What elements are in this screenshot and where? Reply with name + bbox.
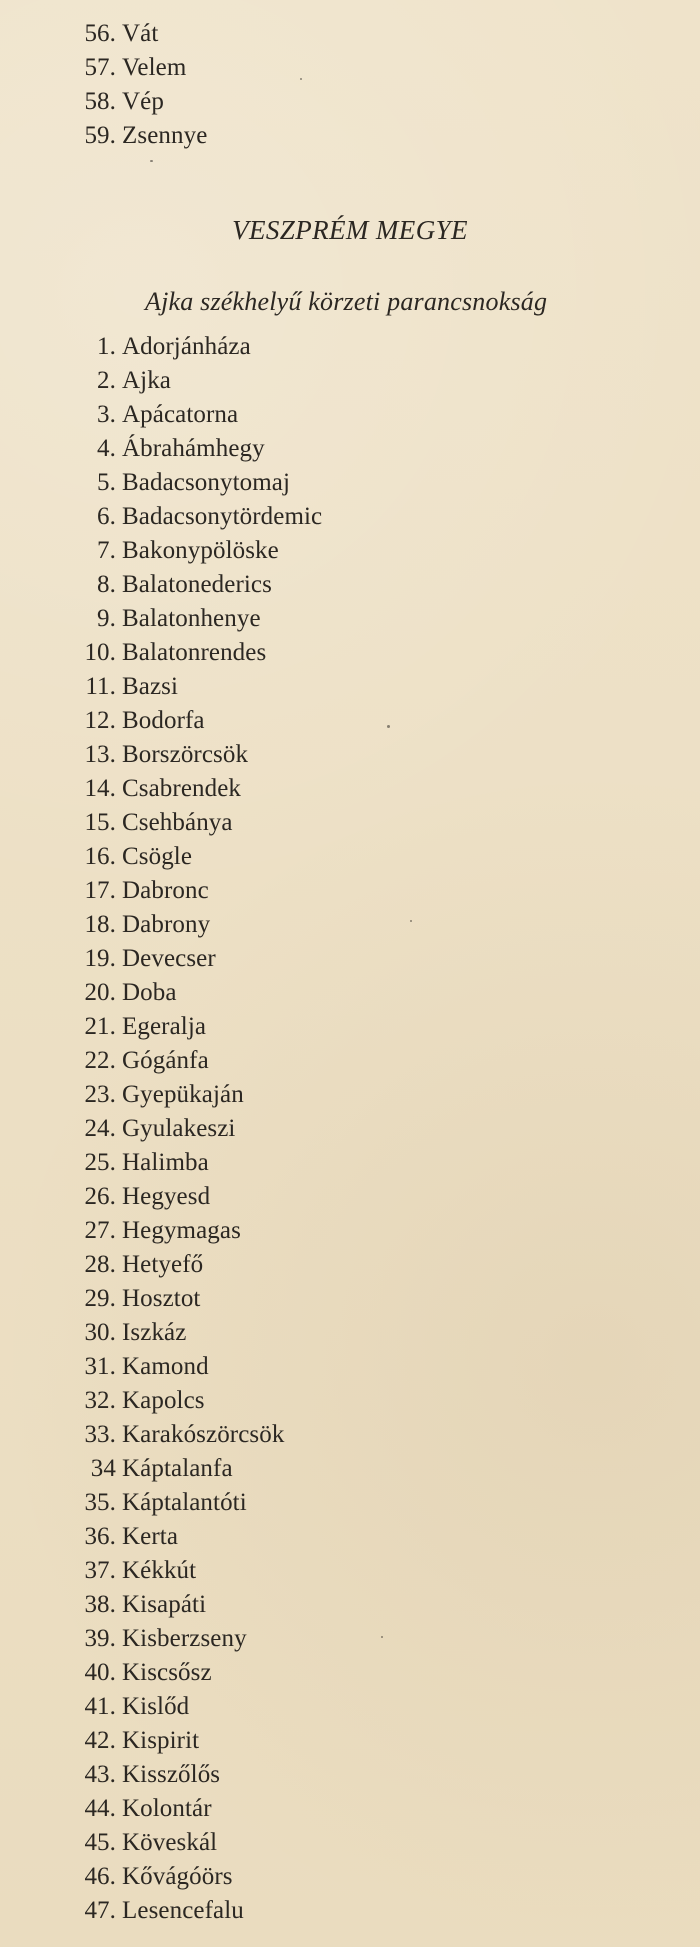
list-item — [0, 1690, 700, 1724]
county-title: VESZPRÉM MEGYE — [232, 215, 468, 245]
settlement-name: Adorjánháza — [122, 333, 251, 360]
settlement-name: Bazsi — [122, 673, 179, 700]
list-number: 32. — [84, 1387, 116, 1414]
settlement-name: Kisberzseny — [122, 1625, 247, 1652]
list-item — [0, 704, 700, 738]
paper-speck — [300, 78, 302, 80]
list-item — [0, 398, 700, 432]
list-item — [0, 1826, 700, 1860]
list-item — [0, 840, 700, 874]
settlement-name: Csabrendek — [122, 775, 242, 802]
list-item — [0, 1520, 700, 1554]
settlement-name: Köveskál — [122, 1829, 218, 1856]
list-item — [0, 670, 700, 704]
settlement-name: Kisszőlős — [122, 1761, 221, 1788]
list-item — [0, 119, 700, 153]
settlement-name: Kispirit — [122, 1727, 200, 1754]
list-item — [0, 1622, 700, 1656]
list-item — [0, 1044, 700, 1078]
list-number: 13. — [84, 741, 116, 768]
list-number: 37. — [84, 1557, 116, 1584]
list-item — [0, 1180, 700, 1214]
list-number: 44. — [84, 1795, 116, 1822]
list-number: 10. — [84, 639, 116, 666]
settlement-name: Balatonederics — [122, 571, 272, 598]
settlement-name: Iszkáz — [122, 1319, 187, 1346]
list-item — [0, 602, 700, 636]
list-item — [0, 1554, 700, 1588]
list-number: 11. — [85, 673, 116, 700]
settlement-name: Kislőd — [122, 1693, 190, 1720]
list-number: 58. — [84, 88, 116, 115]
settlement-name: Kapolcs — [122, 1387, 205, 1414]
settlement-name: Dabrony — [122, 911, 211, 938]
settlement-name: Karakószörcsök — [122, 1421, 285, 1448]
list-item — [0, 1418, 700, 1452]
settlement-name: Badacsonytördemic — [122, 503, 323, 530]
settlement-name: Hetyefő — [122, 1251, 204, 1278]
list-item — [0, 1214, 700, 1248]
list-item — [0, 1078, 700, 1112]
list-item — [0, 1758, 700, 1792]
list-number: 27. — [84, 1217, 116, 1244]
list-number: 25. — [84, 1149, 116, 1176]
list-item — [0, 1010, 700, 1044]
settlement-name: Gyepükaján — [122, 1081, 244, 1108]
settlement-name: Bodorfa — [122, 707, 205, 734]
list-number: 57. — [84, 54, 116, 81]
list-number: 30. — [84, 1319, 116, 1346]
settlement-name: Hegymagas — [122, 1217, 241, 1244]
list-number: 2. — [97, 367, 116, 394]
settlement-name: Csehbánya — [122, 809, 233, 836]
list-item — [0, 976, 700, 1010]
list-number: 14. — [84, 775, 116, 802]
settlement-name: Kamond — [122, 1353, 209, 1380]
list-item — [0, 1282, 700, 1316]
list-item — [0, 1452, 700, 1486]
list-number: 36. — [84, 1523, 116, 1550]
settlement-name: Dabronc — [122, 877, 209, 904]
list-item — [0, 568, 700, 602]
list-item — [0, 85, 700, 119]
list-number: 21. — [84, 1013, 116, 1040]
settlement-name: Badacsonytomaj — [122, 469, 291, 496]
list-number: 22. — [84, 1047, 116, 1074]
list-number: 35. — [84, 1489, 116, 1516]
paper-speck — [410, 920, 412, 922]
list-item — [0, 772, 700, 806]
list-item — [0, 738, 700, 772]
list-number: 39. — [84, 1625, 116, 1652]
settlement-name: Ajka — [122, 367, 171, 394]
settlement-name: Csögle — [122, 843, 193, 870]
settlement-name: Balatonhenye — [122, 605, 261, 632]
list-item — [0, 17, 700, 51]
list-number: 18. — [84, 911, 116, 938]
settlement-name: Gyulakeszi — [122, 1115, 236, 1142]
list-item — [0, 636, 700, 670]
settlement-name: Vát — [122, 20, 159, 47]
list-item — [0, 1792, 700, 1826]
settlement-name: Doba — [122, 979, 177, 1006]
top-list — [0, 17, 700, 153]
list-item — [0, 1112, 700, 1146]
list-number: 26. — [84, 1183, 116, 1210]
settlement-name: Gógánfa — [122, 1047, 209, 1074]
settlement-name: Devecser — [122, 945, 216, 972]
list-number: 19. — [84, 945, 116, 972]
list-number: 3. — [97, 401, 116, 428]
list-item — [0, 942, 700, 976]
list-number: 41. — [84, 1693, 116, 1720]
list-number: 56. — [84, 20, 116, 47]
list-item — [0, 1588, 700, 1622]
settlement-name: Kisapáti — [122, 1591, 207, 1618]
settlement-name: Vép — [122, 88, 164, 115]
settlement-name: Kékkút — [122, 1557, 197, 1584]
settlement-name: Velem — [122, 54, 187, 81]
list-item — [0, 1384, 700, 1418]
list-item — [0, 908, 700, 942]
paper-speck — [381, 1636, 383, 1638]
list-number: 40. — [84, 1659, 116, 1686]
list-item — [0, 364, 700, 398]
list-item — [0, 1656, 700, 1690]
list-item — [0, 1316, 700, 1350]
settlement-name: Káptalantóti — [122, 1489, 247, 1516]
settlement-name: Balatonrendes — [122, 639, 267, 666]
list-number: 46. — [84, 1863, 116, 1890]
settlement-name: Hosztot — [122, 1285, 201, 1312]
list-number: 20. — [84, 979, 116, 1006]
list-item — [0, 1350, 700, 1384]
settlement-name: Kolontár — [122, 1795, 212, 1822]
list-number: 38. — [84, 1591, 116, 1618]
list-item — [0, 1860, 700, 1894]
list-number: 31. — [84, 1353, 116, 1380]
paper-speck — [150, 160, 153, 162]
list-number: 1. — [97, 333, 116, 360]
settlement-name: Egeralja — [122, 1013, 207, 1040]
list-number: 28. — [84, 1251, 116, 1278]
list-item — [0, 330, 700, 364]
list-item — [0, 466, 700, 500]
district-subtitle: Ajka székhelyű körzeti parancsnokság — [145, 287, 548, 316]
settlement-name: Zsennye — [122, 122, 208, 149]
paper-speck — [387, 725, 390, 728]
list-number: 4. — [97, 435, 116, 462]
list-number: 7. — [97, 537, 116, 564]
settlement-name: Apácatorna — [122, 401, 239, 428]
list-item — [0, 432, 700, 466]
settlement-name: Hegyesd — [122, 1183, 211, 1210]
settlement-name: Halimba — [122, 1149, 209, 1176]
list-number: 5. — [97, 469, 116, 496]
list-number: 45. — [84, 1829, 116, 1856]
settlement-name: Borszörcsök — [122, 741, 249, 768]
list-item — [0, 1248, 700, 1282]
list-item — [0, 1724, 700, 1758]
settlement-name: Kerta — [122, 1523, 179, 1550]
list-item — [0, 1146, 700, 1180]
list-number: 34 — [90, 1455, 116, 1482]
settlement-name: Kiscsősz — [122, 1659, 212, 1686]
list-number: 15. — [84, 809, 116, 836]
list-number: 17. — [84, 877, 116, 904]
settlement-name: Kővágóörs — [122, 1863, 233, 1890]
settlement-list — [0, 330, 700, 1928]
list-item — [0, 500, 700, 534]
list-number: 6. — [97, 503, 116, 530]
list-number: 24. — [84, 1115, 116, 1142]
list-number: 43. — [84, 1761, 116, 1788]
list-item — [0, 874, 700, 908]
list-number: 59. — [84, 122, 116, 149]
list-number: 29. — [84, 1285, 116, 1312]
settlement-name: Ábrahámhegy — [122, 435, 265, 462]
list-number: 9. — [97, 605, 116, 632]
list-item — [0, 1486, 700, 1520]
settlement-name: Lesencefalu — [122, 1897, 244, 1924]
list-number: 8. — [97, 571, 116, 598]
list-number: 23. — [84, 1081, 116, 1108]
list-number: 12. — [84, 707, 116, 734]
settlement-name: Bakonypölöske — [122, 537, 279, 564]
list-item — [0, 806, 700, 840]
list-item — [0, 51, 700, 85]
list-item — [0, 1894, 700, 1928]
list-number: 42. — [84, 1727, 116, 1754]
list-number: 33. — [84, 1421, 116, 1448]
settlement-name: Káptalanfa — [122, 1455, 233, 1482]
list-number: 47. — [84, 1897, 116, 1924]
list-number: 16. — [84, 843, 116, 870]
list-item — [0, 534, 700, 568]
